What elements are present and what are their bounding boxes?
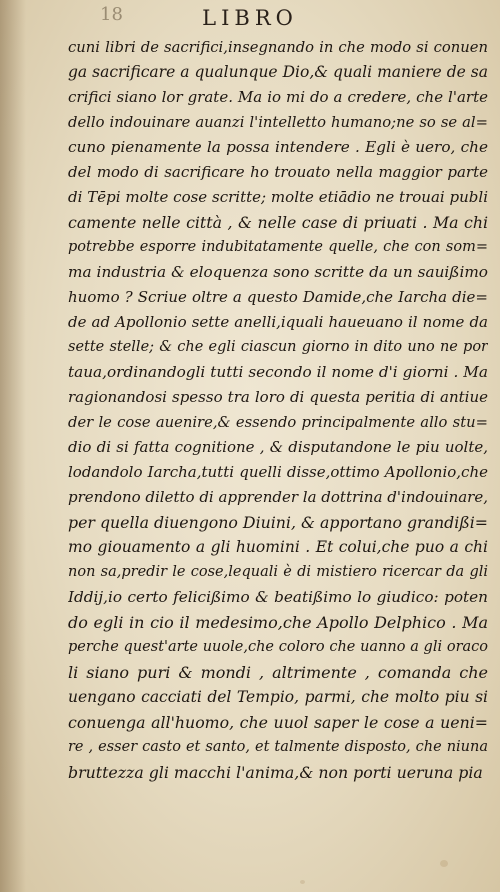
running-head: LIBRO (202, 6, 298, 30)
text-line: uengano cacciati del Tempio, parmi, che molto piu si (68, 688, 488, 706)
text-line: Iddij,io certo felicißimo & beatißimo lo giudico: poten (68, 588, 488, 606)
foxing-spot (440, 860, 448, 867)
text-line: prendono diletto di apprender la dottrina d'indouinare, (68, 488, 488, 506)
body-text (68, 35, 488, 785)
text-line: cuno pienamente la possa intendere . Egli è uero, che (68, 138, 488, 156)
text-line: huomo ? Scriue oltre a questo Damide,che Iarcha die= (68, 288, 488, 306)
text-line: li siano puri & mondi , altrimente , comanda che (68, 663, 488, 682)
text-line: ga sacrificare a qualunque Dio,& quali maniere de sa (68, 63, 488, 81)
text-line: camente nelle città , & nelle case di priuati . Ma chi (68, 213, 488, 232)
text-line: potrebbe esporre indubitatamente quelle, che con som= (68, 239, 488, 255)
text-line: re , esser casto et santo, et talmente disposto, che niuna (68, 739, 488, 755)
text-line: lodandolo Iarcha,tutti quelli disse,ottimo Apollonio,che (68, 463, 488, 481)
text-line: perche quest'arte uuole,che coloro che uanno a gli oraco (68, 639, 488, 655)
text-line: per quella diuengono Diuini, & apportano grandißi= (68, 513, 488, 532)
text-line: de ad Apollonio sette anelli,iquali haueuano il nome da (68, 313, 488, 331)
spine-shadow (0, 0, 26, 892)
text-line: ragionandosi spesso tra loro di questa peritia di antiue (68, 388, 488, 406)
text-line: conuenga all'huomo, che uuol saper le cose a ueni= (68, 713, 488, 732)
text-line: taua,ordinandogli tutti secondo il nome d'i giorni . Ma (68, 363, 488, 381)
text-line: do egli in cio il medesimo,che Apollo Delphico . Ma (68, 613, 488, 632)
text-line: del modo di sacrificare ho trouato nella maggior parte (68, 163, 488, 181)
text-line: crifici siano lor grate. Ma io mi do a credere, che l'arte (68, 88, 488, 106)
text-line: bruttezza gli macchi l'anima,& non porti ueruna pia (68, 763, 483, 782)
foxing-spot (300, 880, 305, 884)
text-line: dello indouinare auanzi l'intelletto humano;ne so se al= (68, 114, 488, 131)
text-line: di Tēpi molte cose scritte; molte etiādio ne trouai publi (68, 188, 488, 206)
text-line: non sa,predir le cose,lequali è di mistiero ricercar da gli (68, 564, 488, 580)
text-line: sette stelle; & che egli ciascun giorno in dito uno ne por (68, 339, 488, 355)
page-number: 18 (100, 4, 123, 25)
text-line: dio di si fatta cognitione , & disputandone le piu uolte, (68, 438, 488, 456)
text-line: cuni libri de sacrifici,insegnando in che modo si conuen (68, 39, 488, 56)
text-line: mo giouamento a gli huomini . Et colui,che puo a chi (68, 538, 488, 556)
text-line: der le cose auenire,& essendo principalmente allo stu= (68, 414, 488, 431)
text-line: ma industria & eloquenza sono scritte da un sauißimo (68, 263, 488, 281)
